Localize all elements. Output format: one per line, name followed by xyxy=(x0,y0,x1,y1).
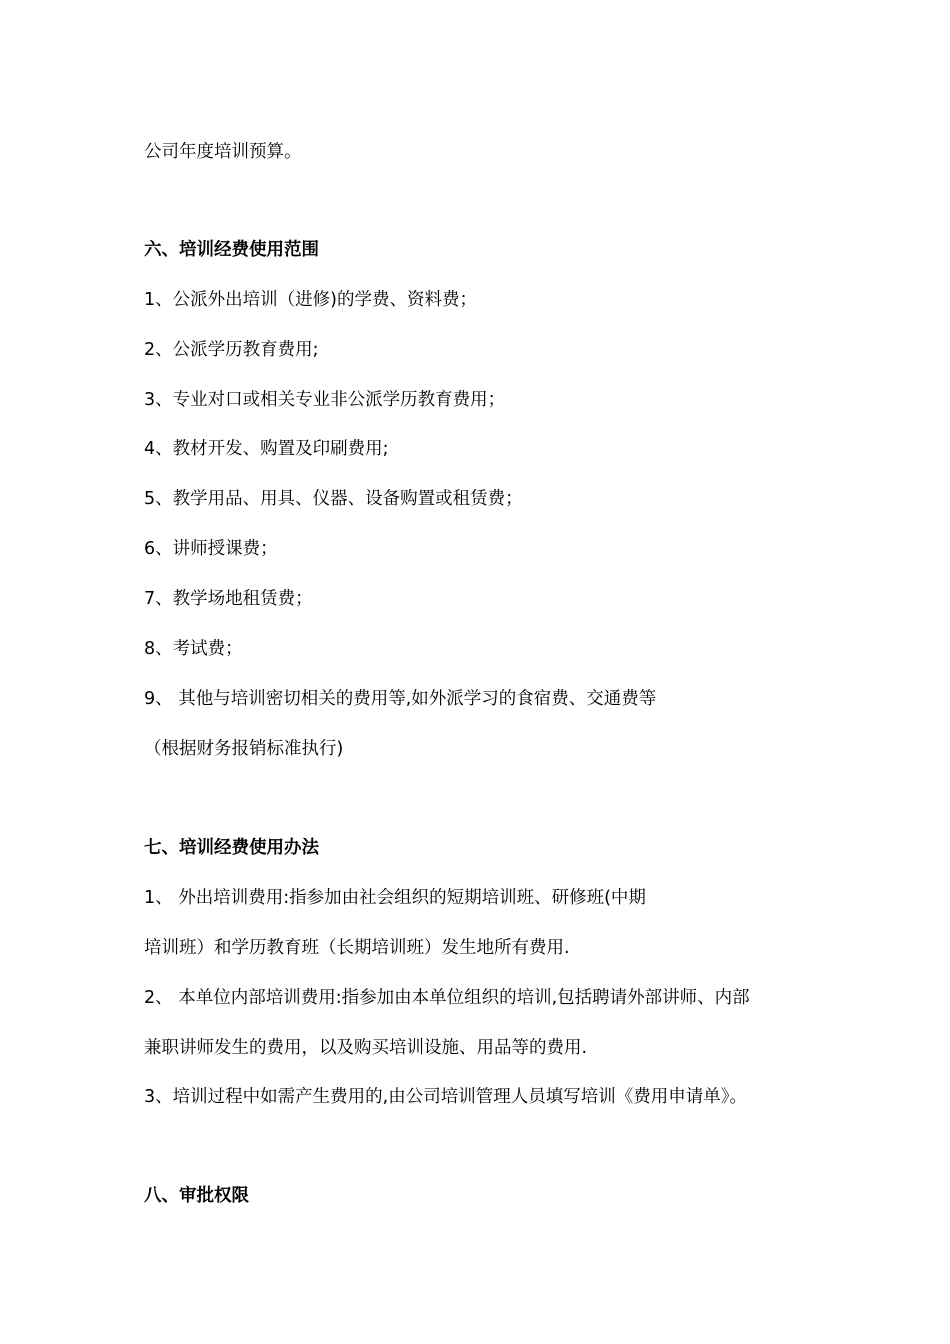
intro-text: 公司年度培训预算。 xyxy=(144,142,302,162)
section-7-heading: 七、培训经费使用办法 xyxy=(144,838,319,858)
section-6-item-2: 2、公派学历教育费用; xyxy=(144,340,319,360)
section-7-item-1-continuation: 培训班）和学历教育班（长期培训班）发生地所有费用. xyxy=(144,938,570,958)
section-7-item-2-continuation: 兼职讲师发生的费用，以及购买培训设施、用品等的费用. xyxy=(144,1038,588,1058)
section-6-item-9: 9、 其他与培训密切相关的费用等,如外派学习的食宿费、交通费等 xyxy=(144,689,657,709)
section-6-heading: 六、培训经费使用范围 xyxy=(144,240,319,260)
section-6-item-1: 1、公派外出培训（进修)的学费、资料费； xyxy=(144,290,477,310)
section-6-item-3: 3、专业对口或相关专业非公派学历教育费用； xyxy=(144,390,506,410)
section-7-item-2: 2、 本单位内部培训费用:指参加由本单位组织的培训,包括聘请外部讲师、内部 xyxy=(144,988,750,1008)
section-6-item-7: 7、教学场地租赁费； xyxy=(144,589,313,609)
section-6-item-9-continuation: （根据财务报销标准执行) xyxy=(144,739,344,759)
section-7-item-3: 3、培训过程中如需产生费用的,由公司培训管理人员填写培训《费用申请单》。 xyxy=(144,1087,747,1107)
section-6-item-5: 5、教学用品、用具、仪器、设备购置或租赁费； xyxy=(144,489,523,509)
section-8-heading: 八、审批权限 xyxy=(144,1186,249,1206)
section-6-item-4: 4、教材开发、购置及印刷费用; xyxy=(144,439,389,459)
section-6-item-6: 6、讲师授课费； xyxy=(144,539,278,559)
section-6-item-8: 8、考试费； xyxy=(144,639,243,659)
section-7-item-1: 1、 外出培训费用:指参加由社会组织的短期培训班、研修班(中期 xyxy=(144,888,646,908)
